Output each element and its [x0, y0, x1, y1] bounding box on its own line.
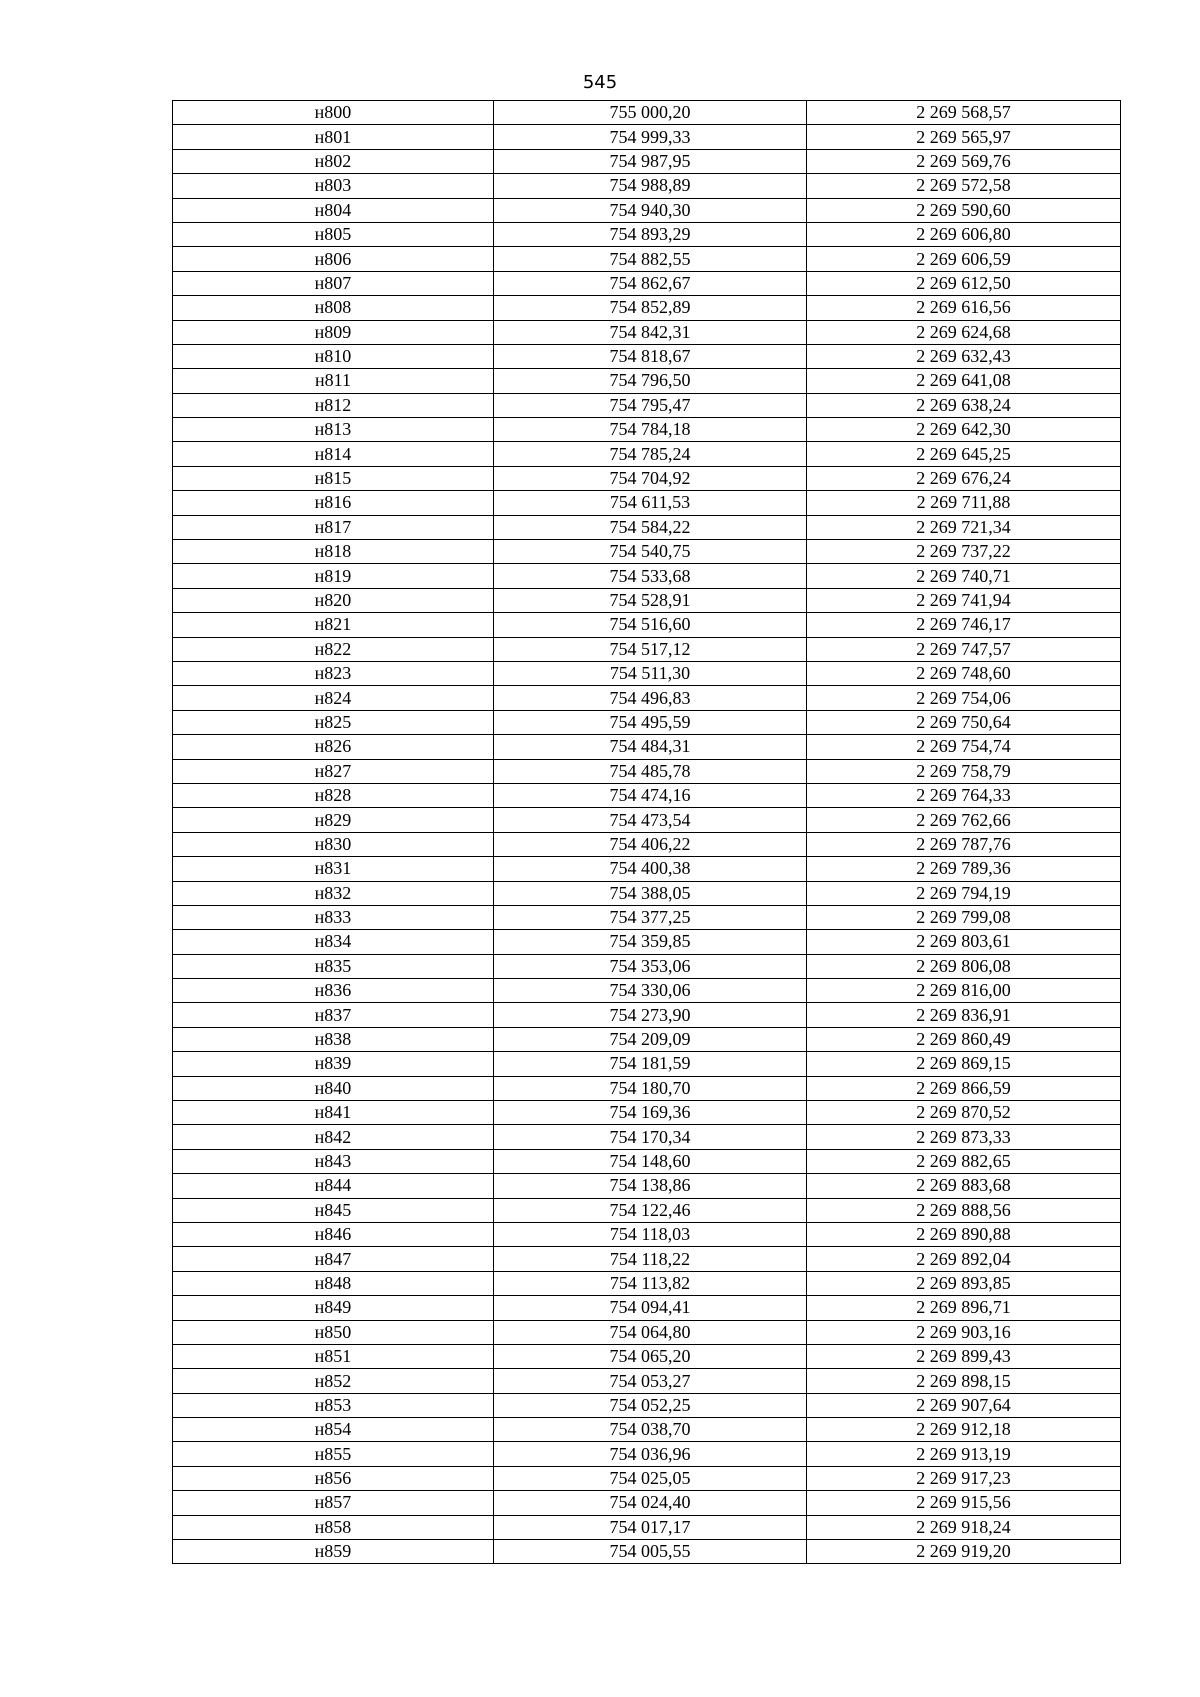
x-coordinate-cell: 754 987,95 — [494, 149, 807, 173]
table-row — [173, 393, 1121, 417]
x-coordinate-cell: 754 148,60 — [494, 1149, 807, 1173]
table-row — [173, 344, 1121, 368]
y-coordinate-cell: 2 269 890,88 — [807, 1222, 1121, 1246]
y-coordinate-cell: 2 269 806,08 — [807, 954, 1121, 978]
y-coordinate-cell: 2 269 746,17 — [807, 613, 1121, 637]
point-id-cell: н805 — [173, 222, 494, 246]
table-row — [173, 710, 1121, 734]
y-coordinate-cell: 2 269 915,56 — [807, 1491, 1121, 1515]
x-coordinate-cell: 754 517,12 — [494, 637, 807, 661]
x-coordinate-cell: 754 511,30 — [494, 661, 807, 685]
y-coordinate-cell: 2 269 642,30 — [807, 418, 1121, 442]
y-coordinate-cell: 2 269 873,33 — [807, 1125, 1121, 1149]
x-coordinate-cell: 754 122,46 — [494, 1198, 807, 1222]
table-row — [173, 954, 1121, 978]
x-coordinate-cell: 754 005,55 — [494, 1540, 807, 1564]
y-coordinate-cell: 2 269 612,50 — [807, 271, 1121, 295]
point-id-cell: н852 — [173, 1369, 494, 1393]
point-id-cell: н825 — [173, 710, 494, 734]
x-coordinate-cell: 754 169,36 — [494, 1101, 807, 1125]
y-coordinate-cell: 2 269 803,61 — [807, 930, 1121, 954]
point-id-cell: н827 — [173, 759, 494, 783]
table-row — [173, 271, 1121, 295]
y-coordinate-cell: 2 269 869,15 — [807, 1052, 1121, 1076]
table-row — [173, 735, 1121, 759]
point-id-cell: н828 — [173, 783, 494, 807]
x-coordinate-cell: 754 064,80 — [494, 1320, 807, 1344]
x-coordinate-cell: 754 484,31 — [494, 735, 807, 759]
x-coordinate-cell: 754 818,67 — [494, 344, 807, 368]
coordinates-table-body — [173, 101, 1121, 1564]
table-row — [173, 1320, 1121, 1344]
point-id-cell: н848 — [173, 1271, 494, 1295]
point-id-cell: н829 — [173, 808, 494, 832]
table-row — [173, 1052, 1121, 1076]
table-row — [173, 1515, 1121, 1539]
point-id-cell: н859 — [173, 1540, 494, 1564]
table-row — [173, 247, 1121, 271]
point-id-cell: н832 — [173, 881, 494, 905]
y-coordinate-cell: 2 269 590,60 — [807, 198, 1121, 222]
x-coordinate-cell: 754 611,53 — [494, 491, 807, 515]
point-id-cell: н813 — [173, 418, 494, 442]
table-row — [173, 930, 1121, 954]
x-coordinate-cell: 754 784,18 — [494, 418, 807, 442]
x-coordinate-cell: 754 025,05 — [494, 1466, 807, 1490]
x-coordinate-cell: 755 000,20 — [494, 101, 807, 125]
y-coordinate-cell: 2 269 764,33 — [807, 783, 1121, 807]
x-coordinate-cell: 754 474,16 — [494, 783, 807, 807]
point-id-cell: н830 — [173, 832, 494, 856]
x-coordinate-cell: 754 785,24 — [494, 442, 807, 466]
point-id-cell: н846 — [173, 1222, 494, 1246]
y-coordinate-cell: 2 269 919,20 — [807, 1540, 1121, 1564]
x-coordinate-cell: 754 940,30 — [494, 198, 807, 222]
table-row — [173, 1369, 1121, 1393]
point-id-cell: н816 — [173, 491, 494, 515]
y-coordinate-cell: 2 269 645,25 — [807, 442, 1121, 466]
y-coordinate-cell: 2 269 758,79 — [807, 759, 1121, 783]
table-row — [173, 101, 1121, 125]
x-coordinate-cell: 754 053,27 — [494, 1369, 807, 1393]
point-id-cell: н842 — [173, 1125, 494, 1149]
table-row — [173, 1125, 1121, 1149]
point-id-cell: н810 — [173, 344, 494, 368]
point-id-cell: н812 — [173, 393, 494, 417]
point-id-cell: н802 — [173, 149, 494, 173]
point-id-cell: н834 — [173, 930, 494, 954]
table-row — [173, 1101, 1121, 1125]
point-id-cell: н822 — [173, 637, 494, 661]
x-coordinate-cell: 754 181,59 — [494, 1052, 807, 1076]
point-id-cell: н857 — [173, 1491, 494, 1515]
y-coordinate-cell: 2 269 896,71 — [807, 1296, 1121, 1320]
table-row — [173, 369, 1121, 393]
table-row — [173, 808, 1121, 832]
point-id-cell: н811 — [173, 369, 494, 393]
point-id-cell: н814 — [173, 442, 494, 466]
y-coordinate-cell: 2 269 799,08 — [807, 905, 1121, 929]
point-id-cell: н808 — [173, 296, 494, 320]
point-id-cell: н845 — [173, 1198, 494, 1222]
y-coordinate-cell: 2 269 912,18 — [807, 1418, 1121, 1442]
point-id-cell: н853 — [173, 1393, 494, 1417]
y-coordinate-cell: 2 269 750,64 — [807, 710, 1121, 734]
x-coordinate-cell: 754 704,92 — [494, 466, 807, 490]
table-row — [173, 198, 1121, 222]
point-id-cell: н851 — [173, 1344, 494, 1368]
y-coordinate-cell: 2 269 816,00 — [807, 979, 1121, 1003]
x-coordinate-cell: 754 359,85 — [494, 930, 807, 954]
y-coordinate-cell: 2 269 762,66 — [807, 808, 1121, 832]
y-coordinate-cell: 2 269 866,59 — [807, 1076, 1121, 1100]
table-row — [173, 149, 1121, 173]
y-coordinate-cell: 2 269 893,85 — [807, 1271, 1121, 1295]
table-row — [173, 174, 1121, 198]
x-coordinate-cell: 754 036,96 — [494, 1442, 807, 1466]
point-id-cell: н856 — [173, 1466, 494, 1490]
y-coordinate-cell: 2 269 899,43 — [807, 1344, 1121, 1368]
x-coordinate-cell: 754 473,54 — [494, 808, 807, 832]
table-row — [173, 881, 1121, 905]
table-row — [173, 418, 1121, 442]
table-row — [173, 1222, 1121, 1246]
table-row — [173, 857, 1121, 881]
table-row — [173, 222, 1121, 246]
point-id-cell: н820 — [173, 588, 494, 612]
x-coordinate-cell: 754 209,09 — [494, 1027, 807, 1051]
x-coordinate-cell: 754 065,20 — [494, 1344, 807, 1368]
table-row — [173, 661, 1121, 685]
y-coordinate-cell: 2 269 748,60 — [807, 661, 1121, 685]
point-id-cell: н849 — [173, 1296, 494, 1320]
table-row — [173, 1198, 1121, 1222]
y-coordinate-cell: 2 269 641,08 — [807, 369, 1121, 393]
x-coordinate-cell: 754 540,75 — [494, 540, 807, 564]
y-coordinate-cell: 2 269 917,23 — [807, 1466, 1121, 1490]
point-id-cell: н826 — [173, 735, 494, 759]
x-coordinate-cell: 754 796,50 — [494, 369, 807, 393]
x-coordinate-cell: 754 377,25 — [494, 905, 807, 929]
x-coordinate-cell: 754 852,89 — [494, 296, 807, 320]
y-coordinate-cell: 2 269 882,65 — [807, 1149, 1121, 1173]
y-coordinate-cell: 2 269 860,49 — [807, 1027, 1121, 1051]
x-coordinate-cell: 754 516,60 — [494, 613, 807, 637]
point-id-cell: н817 — [173, 515, 494, 539]
point-id-cell: н803 — [173, 174, 494, 198]
x-coordinate-cell: 754 485,78 — [494, 759, 807, 783]
table-row — [173, 832, 1121, 856]
y-coordinate-cell: 2 269 740,71 — [807, 564, 1121, 588]
y-coordinate-cell: 2 269 907,64 — [807, 1393, 1121, 1417]
y-coordinate-cell: 2 269 606,80 — [807, 222, 1121, 246]
point-id-cell: н838 — [173, 1027, 494, 1051]
y-coordinate-cell: 2 269 747,57 — [807, 637, 1121, 661]
table-row — [173, 979, 1121, 1003]
x-coordinate-cell: 754 496,83 — [494, 686, 807, 710]
y-coordinate-cell: 2 269 918,24 — [807, 1515, 1121, 1539]
table-row — [173, 540, 1121, 564]
point-id-cell: н844 — [173, 1174, 494, 1198]
point-id-cell: н801 — [173, 125, 494, 149]
table-row — [173, 588, 1121, 612]
x-coordinate-cell: 754 353,06 — [494, 954, 807, 978]
table-row — [173, 783, 1121, 807]
point-id-cell: н823 — [173, 661, 494, 685]
y-coordinate-cell: 2 269 606,59 — [807, 247, 1121, 271]
y-coordinate-cell: 2 269 632,43 — [807, 344, 1121, 368]
table-row — [173, 491, 1121, 515]
table-row — [173, 686, 1121, 710]
x-coordinate-cell: 754 495,59 — [494, 710, 807, 734]
y-coordinate-cell: 2 269 787,76 — [807, 832, 1121, 856]
table-row — [173, 1149, 1121, 1173]
table-row — [173, 1271, 1121, 1295]
point-id-cell: н833 — [173, 905, 494, 929]
table-row — [173, 1296, 1121, 1320]
x-coordinate-cell: 754 113,82 — [494, 1271, 807, 1295]
point-id-cell: н837 — [173, 1003, 494, 1027]
table-row — [173, 905, 1121, 929]
point-id-cell: н824 — [173, 686, 494, 710]
table-row — [173, 1174, 1121, 1198]
y-coordinate-cell: 2 269 676,24 — [807, 466, 1121, 490]
table-row — [173, 466, 1121, 490]
point-id-cell: н855 — [173, 1442, 494, 1466]
x-coordinate-cell: 754 038,70 — [494, 1418, 807, 1442]
y-coordinate-cell: 2 269 836,91 — [807, 1003, 1121, 1027]
point-id-cell: н804 — [173, 198, 494, 222]
table-row — [173, 1466, 1121, 1490]
table-row — [173, 320, 1121, 344]
point-id-cell: н821 — [173, 613, 494, 637]
y-coordinate-cell: 2 269 572,58 — [807, 174, 1121, 198]
x-coordinate-cell: 754 180,70 — [494, 1076, 807, 1100]
table-row — [173, 1540, 1121, 1564]
x-coordinate-cell: 754 528,91 — [494, 588, 807, 612]
x-coordinate-cell: 754 094,41 — [494, 1296, 807, 1320]
x-coordinate-cell: 754 138,86 — [494, 1174, 807, 1198]
point-id-cell: н800 — [173, 101, 494, 125]
x-coordinate-cell: 754 273,90 — [494, 1003, 807, 1027]
table-row — [173, 1247, 1121, 1271]
point-id-cell: н858 — [173, 1515, 494, 1539]
y-coordinate-cell: 2 269 794,19 — [807, 881, 1121, 905]
y-coordinate-cell: 2 269 754,74 — [807, 735, 1121, 759]
table-row — [173, 125, 1121, 149]
y-coordinate-cell: 2 269 741,94 — [807, 588, 1121, 612]
point-id-cell: н850 — [173, 1320, 494, 1344]
y-coordinate-cell: 2 269 711,88 — [807, 491, 1121, 515]
point-id-cell: н836 — [173, 979, 494, 1003]
y-coordinate-cell: 2 269 883,68 — [807, 1174, 1121, 1198]
table-row — [173, 442, 1121, 466]
y-coordinate-cell: 2 269 568,57 — [807, 101, 1121, 125]
table-row — [173, 1003, 1121, 1027]
point-id-cell: н847 — [173, 1247, 494, 1271]
table-row — [173, 1076, 1121, 1100]
table-row — [173, 564, 1121, 588]
point-id-cell: н807 — [173, 271, 494, 295]
point-id-cell: н840 — [173, 1076, 494, 1100]
table-row — [173, 1491, 1121, 1515]
y-coordinate-cell: 2 269 789,36 — [807, 857, 1121, 881]
x-coordinate-cell: 754 406,22 — [494, 832, 807, 856]
table-row — [173, 1344, 1121, 1368]
y-coordinate-cell: 2 269 870,52 — [807, 1101, 1121, 1125]
table-row — [173, 613, 1121, 637]
table-row — [173, 1393, 1121, 1417]
table-row — [173, 296, 1121, 320]
y-coordinate-cell: 2 269 624,68 — [807, 320, 1121, 344]
table-row — [173, 515, 1121, 539]
point-id-cell: н809 — [173, 320, 494, 344]
page-number: 545 — [582, 72, 618, 93]
y-coordinate-cell: 2 269 638,24 — [807, 393, 1121, 417]
y-coordinate-cell: 2 269 565,97 — [807, 125, 1121, 149]
x-coordinate-cell: 754 882,55 — [494, 247, 807, 271]
x-coordinate-cell: 754 330,06 — [494, 979, 807, 1003]
x-coordinate-cell: 754 533,68 — [494, 564, 807, 588]
y-coordinate-cell: 2 269 892,04 — [807, 1247, 1121, 1271]
x-coordinate-cell: 754 862,67 — [494, 271, 807, 295]
y-coordinate-cell: 2 269 721,34 — [807, 515, 1121, 539]
point-id-cell: н841 — [173, 1101, 494, 1125]
table-row — [173, 637, 1121, 661]
x-coordinate-cell: 754 024,40 — [494, 1491, 807, 1515]
x-coordinate-cell: 754 017,17 — [494, 1515, 807, 1539]
table-row — [173, 1442, 1121, 1466]
table-row — [173, 759, 1121, 783]
point-id-cell: н831 — [173, 857, 494, 881]
point-id-cell: н806 — [173, 247, 494, 271]
x-coordinate-cell: 754 170,34 — [494, 1125, 807, 1149]
y-coordinate-cell: 2 269 913,19 — [807, 1442, 1121, 1466]
coordinates-table — [172, 100, 1121, 1564]
table-row — [173, 1418, 1121, 1442]
y-coordinate-cell: 2 269 888,56 — [807, 1198, 1121, 1222]
point-id-cell: н819 — [173, 564, 494, 588]
point-id-cell: н839 — [173, 1052, 494, 1076]
point-id-cell: н854 — [173, 1418, 494, 1442]
y-coordinate-cell: 2 269 898,15 — [807, 1369, 1121, 1393]
point-id-cell: н815 — [173, 466, 494, 490]
x-coordinate-cell: 754 118,03 — [494, 1222, 807, 1246]
y-coordinate-cell: 2 269 754,06 — [807, 686, 1121, 710]
point-id-cell: н843 — [173, 1149, 494, 1173]
x-coordinate-cell: 754 988,89 — [494, 174, 807, 198]
y-coordinate-cell: 2 269 616,56 — [807, 296, 1121, 320]
x-coordinate-cell: 754 893,29 — [494, 222, 807, 246]
x-coordinate-cell: 754 388,05 — [494, 881, 807, 905]
point-id-cell: н835 — [173, 954, 494, 978]
point-id-cell: н818 — [173, 540, 494, 564]
y-coordinate-cell: 2 269 903,16 — [807, 1320, 1121, 1344]
x-coordinate-cell: 754 999,33 — [494, 125, 807, 149]
x-coordinate-cell: 754 842,31 — [494, 320, 807, 344]
x-coordinate-cell: 754 052,25 — [494, 1393, 807, 1417]
x-coordinate-cell: 754 400,38 — [494, 857, 807, 881]
table-row — [173, 1027, 1121, 1051]
y-coordinate-cell: 2 269 569,76 — [807, 149, 1121, 173]
x-coordinate-cell: 754 118,22 — [494, 1247, 807, 1271]
x-coordinate-cell: 754 795,47 — [494, 393, 807, 417]
y-coordinate-cell: 2 269 737,22 — [807, 540, 1121, 564]
x-coordinate-cell: 754 584,22 — [494, 515, 807, 539]
